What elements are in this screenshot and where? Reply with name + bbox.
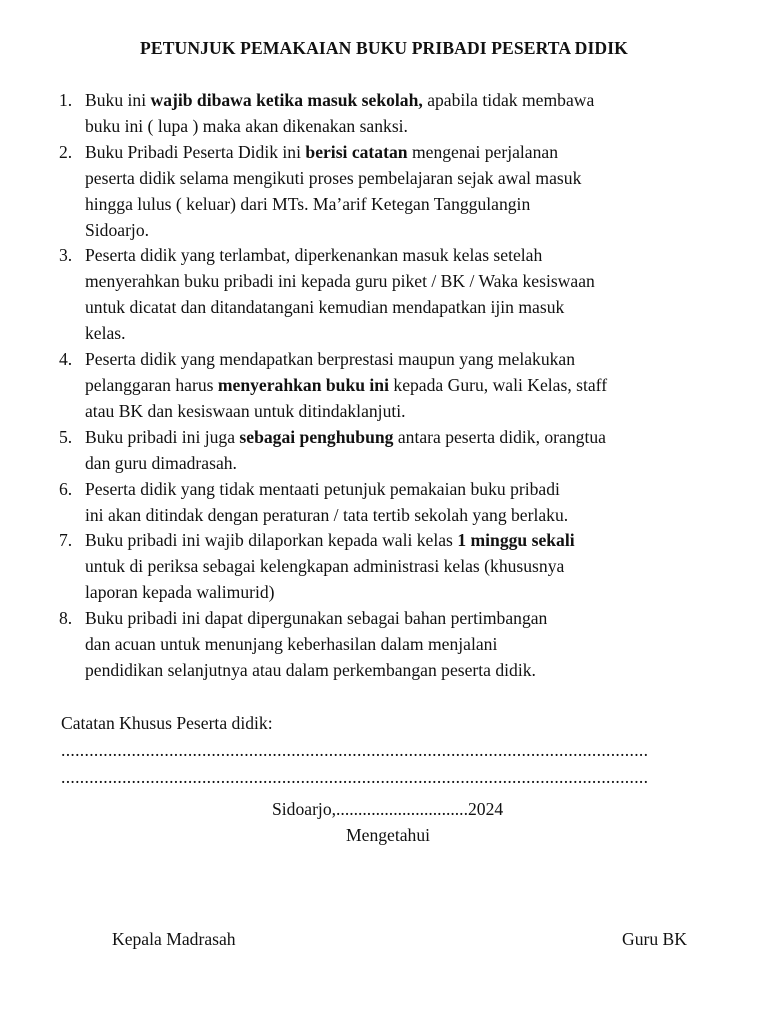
rule-emphasis: 1 minggu sekali bbox=[457, 530, 575, 551]
rule-text: Buku pribadi ini dapat dipergunakan sebagai bahan pertimbangan bbox=[85, 608, 548, 629]
rule-text: ini akan ditindak dengan peraturan / tata tertib sekolah yang berlaku. bbox=[85, 504, 569, 525]
rule-number: 6. bbox=[59, 478, 73, 499]
rule-text-line bbox=[85, 399, 719, 425]
document-title: PETUNJUK PEMAKAIAN BUKU PRIBADI PESERTA DIDIK bbox=[140, 38, 628, 58]
rule-text: Sidoarjo. bbox=[85, 219, 150, 240]
rule-emphasis: sebagai penghubung bbox=[239, 426, 394, 447]
rule-text: kelas. bbox=[85, 323, 126, 344]
rule-text: buku ini ( lupa ) maka akan dikenakan sanksi. bbox=[85, 115, 408, 136]
rule-text-line bbox=[85, 632, 719, 658]
rule-number: 2. bbox=[59, 141, 73, 162]
rule-text-line bbox=[85, 295, 719, 321]
rule-text: laporan kepada walimurid) bbox=[85, 582, 275, 603]
rule-text: Buku Pribadi Peserta Didik ini bbox=[85, 141, 306, 162]
rule-text-line bbox=[85, 321, 719, 347]
rule-item bbox=[59, 528, 719, 606]
rule-text: mengenai perjalanan bbox=[407, 141, 558, 162]
place-date: Sidoarjo,..............................2024 bbox=[272, 799, 504, 819]
rule-text: untuk di periksa sebagai kelengkapan administrasi kelas (khususnya bbox=[85, 556, 565, 577]
rule-text-line bbox=[85, 580, 719, 606]
rule-item bbox=[59, 140, 719, 244]
rule-text-line bbox=[85, 192, 719, 218]
rule-text-line bbox=[85, 503, 719, 529]
acknowledged-label: Mengetahui bbox=[346, 825, 431, 845]
signatory-headmaster: Kepala Madrasah bbox=[112, 929, 236, 949]
rule-number: 1. bbox=[59, 90, 73, 110]
rule-text-line bbox=[85, 114, 719, 140]
rule-text: Peserta didik yang mendapatkan berprestasi maupun yang melakukan bbox=[85, 349, 576, 370]
rule-text: menyerahkan buku pribadi ini kepada guru piket / BK / Waka kesiswaan bbox=[85, 271, 595, 292]
rule-text: peserta didik selama mengikuti proses pembelajaran sejak awal masuk bbox=[85, 167, 582, 188]
rule-text-line bbox=[85, 528, 719, 554]
rule-item bbox=[59, 243, 719, 347]
rule-item bbox=[59, 88, 719, 140]
rule-number: 7. bbox=[59, 530, 73, 551]
notes-line-1: ............................................................................................................................. bbox=[61, 740, 649, 760]
rule-text: dan guru dimadrasah. bbox=[85, 452, 237, 473]
rule-text-line bbox=[85, 269, 719, 295]
rule-number: 8. bbox=[59, 608, 73, 629]
rule-text-line bbox=[85, 347, 719, 373]
rule-text-line bbox=[85, 166, 719, 192]
rule-emphasis: wajib dibawa ketika masuk sekolah, bbox=[150, 90, 423, 110]
rule-text: dan acuan untuk menunjang keberhasilan dalam menjalani bbox=[85, 634, 498, 655]
rule-text: Buku ini bbox=[85, 90, 151, 110]
rule-item bbox=[59, 347, 719, 425]
rule-item bbox=[59, 477, 719, 529]
rule-text-line bbox=[85, 218, 719, 244]
rule-text: Buku pribadi ini wajib dilaporkan kepada wali kelas bbox=[85, 530, 458, 551]
rule-text-line bbox=[85, 477, 719, 503]
notes-line-2: ............................................................................................................................. bbox=[61, 767, 649, 787]
rule-item bbox=[59, 606, 719, 684]
rule-text-line bbox=[85, 425, 719, 451]
rule-number: 4. bbox=[59, 349, 73, 370]
rule-text-line bbox=[85, 243, 719, 269]
rule-text-line bbox=[85, 373, 719, 399]
rule-text: hingga lulus ( keluar) dari MTs. Ma’arif Ketegan Tanggulangin bbox=[85, 193, 531, 214]
rule-text: apabila tidak membawa bbox=[422, 90, 595, 110]
rule-item bbox=[59, 425, 719, 477]
rule-text: Peserta didik yang terlambat, diperkenankan masuk kelas setelah bbox=[85, 245, 543, 266]
rule-text: Buku pribadi ini juga bbox=[85, 426, 240, 447]
rule-text: atau BK dan kesiswaan untuk ditindaklanjuti. bbox=[85, 400, 406, 421]
rule-text-line bbox=[85, 606, 719, 632]
rule-text: pelanggaran harus bbox=[85, 374, 218, 395]
notes-label: Catatan Khusus Peserta didik: bbox=[61, 713, 273, 733]
rule-number: 5. bbox=[59, 426, 73, 447]
rule-text: antara peserta didik, orangtua bbox=[393, 426, 606, 447]
rule-emphasis: menyerahkan buku ini bbox=[217, 374, 389, 395]
signatory-counselor: Guru BK bbox=[622, 929, 687, 949]
rule-number: 3. bbox=[59, 245, 73, 266]
rules-list bbox=[59, 88, 719, 684]
rule-text-line bbox=[85, 451, 719, 477]
rule-emphasis: berisi catatan bbox=[305, 141, 408, 162]
rule-text-line bbox=[85, 88, 719, 114]
rule-text-line bbox=[85, 140, 719, 166]
rule-text: kepada Guru, wali Kelas, staff bbox=[389, 374, 608, 395]
rule-text-line bbox=[85, 658, 719, 684]
rule-text-line bbox=[85, 554, 719, 580]
rule-text: untuk dicatat dan ditandatangani kemudian mendapatkan ijin masuk bbox=[85, 297, 565, 318]
rule-text: Peserta didik yang tidak mentaati petunjuk pemakaian buku pribadi bbox=[85, 478, 560, 499]
rule-text: pendidikan selanjutnya atau dalam perkembangan peserta didik. bbox=[85, 659, 536, 680]
